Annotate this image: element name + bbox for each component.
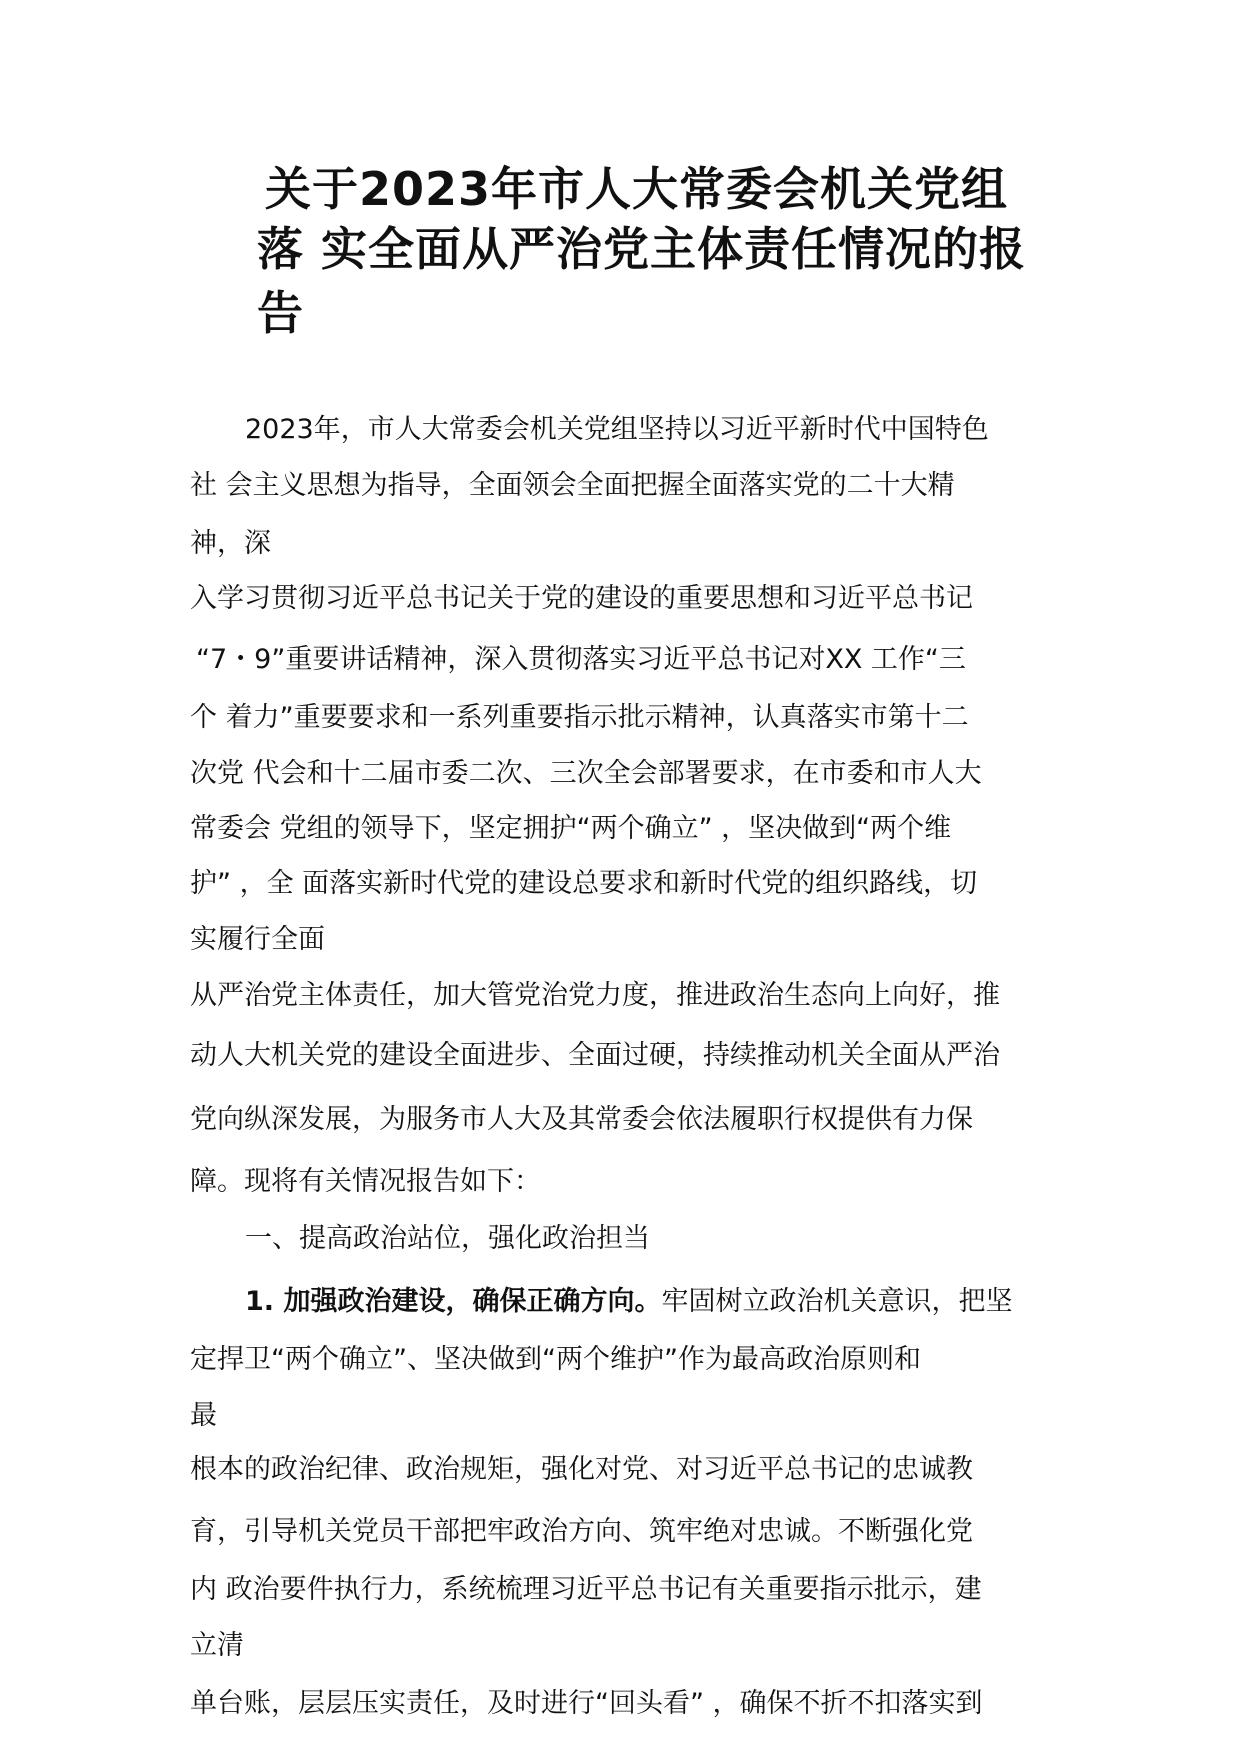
item-1-heading: 1. 加强政治建设，确保正确方向。 (245, 1286, 662, 1317)
body-line: 根本的政治纪律、政治规矩，强化对党、对习近平总书记的忠诚教 (190, 1454, 973, 1485)
body-line: 护” ，全 面落实新时代党的建设总要求和新时代党的组织路线，切 (190, 868, 978, 899)
item-1-text: 牢固树立政治机关意识，把坚 (661, 1286, 1013, 1317)
body-line: 定捍卫“两个确立”、坚决做到“两个维护”作为最高政治原则和 (190, 1344, 921, 1375)
body-line: 实履行全面 (190, 924, 325, 955)
body-line: 最 (190, 1400, 217, 1431)
body-line: “7・9”重要讲话精神，深入贯彻落实习近平总书记对XX 工作“三 (196, 644, 966, 675)
body-line: 个 着力”重要要求和一系列重要指示批示精神，认真落实市第十二 (190, 702, 969, 733)
body-line: 单台账，层层压实责任，及时进行“回头看” ，确保不折不扣落实到 (190, 1688, 983, 1719)
body-line: 神，深 (190, 528, 271, 559)
body-line: 动人大机关党的建设全面进步、全面过硬，持续推动机关全面从严治 (190, 1040, 1000, 1071)
body-line: 育，引导机关党员干部把牢政治方向、筑牢绝对忠诚。不断强化党 (190, 1516, 973, 1547)
body-line: 2023年，市人大常委会机关党组坚持以习近平新时代中国特色 (245, 414, 989, 445)
body-line: 常委会 党组的领导下，坚定拥护“两个确立” ，坚决做到“两个维 (190, 813, 952, 844)
body-line: 障。现将有关情况报告如下： (190, 1166, 541, 1197)
item-1-line (245, 1288, 1012, 1315)
body-line: 党向纵深发展，为服务市人大及其常委会依法履职行权提供有力保 (190, 1104, 973, 1135)
section-heading: 一、提高政治站位，强化政治担当 (245, 1223, 650, 1254)
body-line: 立清 (190, 1630, 244, 1661)
title-line-1: 关于2023年市人大常委会机关党组 (265, 162, 1009, 216)
body-line: 次党 代会和十二届市委二次、三次全会部署要求，在市委和市人大 (190, 758, 982, 789)
body-line: 从严治党主体责任，加大管党治党力度，推进政治生态向上向好，推 (190, 980, 1000, 1011)
body-line: 内 政治要件执行力，系统梳理习近平总书记有关重要指示批示，建 (190, 1574, 982, 1605)
body-line: 社 会主义思想为指导，全面领会全面把握全面落实党的二十大精 (190, 470, 955, 501)
title-line-2: 落 实全面从严治党主体责任情况的报 (257, 222, 1027, 276)
title-line-3: 告 (257, 286, 304, 340)
body-line: 入学习贯彻习近平总书记关于党的建设的重要思想和习近平总书记 (190, 583, 973, 614)
